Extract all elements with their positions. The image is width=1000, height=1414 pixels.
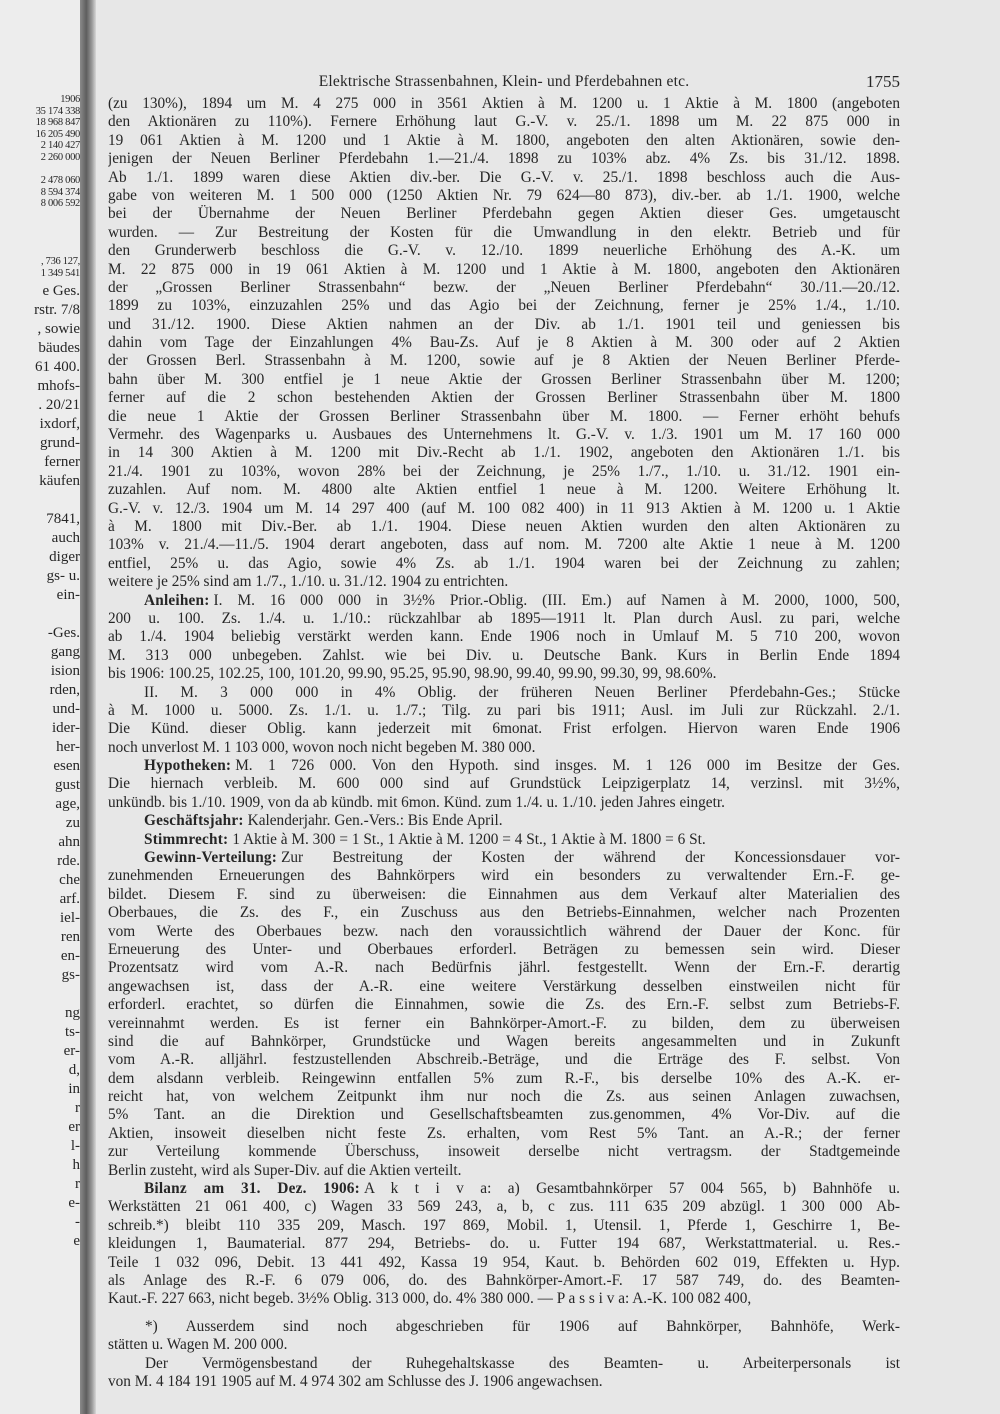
margin-text-fragment: in bbox=[68, 1081, 80, 1097]
text-line bbox=[108, 812, 900, 830]
line-text: dahin vom Tage der Einzahlungen 4% Bau-Zs. Auf je 8 Aktien à M. 300 oder auf 2 Aktien bbox=[108, 334, 900, 352]
line-text: 1 Aktie à M. 300 = 1 St., 1 Aktie à M. 1200 = 4 St., 1 Aktie à M. 1800 = 6 St. bbox=[232, 830, 706, 848]
text-line bbox=[108, 150, 900, 168]
paragraph bbox=[108, 757, 900, 812]
line-text: 21./4. 1901 zu 103%, wovon 28% bei der Zeichnung, je 25% 1./7., 1./10. u. 31./12. 1901 ein- bbox=[108, 462, 900, 480]
section-heading: Geschäftsjahr: bbox=[144, 812, 244, 830]
margin-text-fragment: grund- bbox=[40, 435, 80, 451]
line-text: Teile 1 032 096, Debit. 13 441 492, Kassa 19 954, Kaut. b. Behörden 602 019, Effekten u. Hyp. bbox=[108, 1253, 900, 1271]
line-text: à M. 1000 u. 5000. Zs. 1./1. u. 1./7.; Tilg. zu pari bis 1911; Ausl. im Juli zur Rückzahl. 2./1. bbox=[108, 701, 900, 719]
line-text: kleidungen 1, Baumaterial. 877 294, Betriebs- do. u. Futter 194 687, Werkstattmaterial. u. Res.- bbox=[108, 1235, 900, 1253]
line-text: den Grunderwerb beschloss die G.-V. v. 12./10. 1899 neuerliche Erhöhung des A.-K. um bbox=[108, 242, 900, 260]
text-line bbox=[108, 261, 900, 279]
margin-number-fragment: 1906 bbox=[60, 94, 80, 105]
margin-text-fragment: ts- bbox=[65, 1024, 80, 1040]
margin-text-fragment: rstr. 7/8 bbox=[34, 302, 80, 318]
margin-text-fragment: - bbox=[75, 1214, 80, 1230]
margin-text-fragment: gs- u. bbox=[46, 568, 80, 584]
line-text: 200 u. 100. Zs. 1./4. u. 1./10.: rückzahlbar ab 1895—1911 lt. Plan durch Ausl. zu pari, welche bbox=[108, 609, 900, 627]
text-line bbox=[108, 1070, 900, 1088]
margin-number-fragment: 2 260 000 bbox=[40, 152, 80, 163]
text-line bbox=[108, 1033, 900, 1051]
line-text: Berlin zusteht, wird als Super-Div. auf die Aktien verteilt. bbox=[108, 1161, 462, 1179]
margin-text-fragment: ferner bbox=[44, 454, 80, 470]
text-line bbox=[108, 224, 900, 242]
text-line bbox=[108, 996, 900, 1014]
line-text: gabe von weiteren M. 1 500 000 (1250 Aktien Nr. 79 624—80 873), div.-ber. ab 1./1. 1900, welche bbox=[108, 186, 900, 204]
margin-text-fragment bbox=[0, 605, 80, 623]
line-text: Zur Bestreitung der Kosten der während der Koncessionsdauer vor- bbox=[281, 849, 900, 867]
text-line bbox=[108, 1217, 900, 1235]
margin-number-fragment: 35 174 338 bbox=[35, 105, 80, 117]
text-line bbox=[108, 886, 900, 904]
margin-number-fragment bbox=[0, 245, 80, 257]
line-text: den Aktionären zu 110%). Fernere Erhöhung laut G.-V. v. 25./1. 1898 um M. 22 875 000 in bbox=[108, 113, 900, 131]
text-line bbox=[108, 610, 900, 628]
text-line bbox=[108, 352, 900, 370]
text-line bbox=[108, 720, 900, 738]
margin-text-fragment: er bbox=[68, 1119, 80, 1135]
margin-text-fragment: käufen bbox=[39, 473, 80, 489]
text-line bbox=[108, 132, 900, 150]
text-line bbox=[108, 408, 900, 426]
line-text: angewachsen ist, dass der A.-R. eine weitere Verstärkung desselben einstweilen nicht für bbox=[108, 977, 900, 995]
line-text: wurden. — Zur Bestreitung der Kosten für die Umwandlung in den elektr. Betrieb und für bbox=[108, 223, 900, 241]
margin-text-fragment: auch bbox=[51, 530, 80, 546]
margin-number-fragment bbox=[0, 233, 80, 245]
text-line bbox=[108, 555, 900, 573]
margin-text-fragment: age, bbox=[55, 796, 80, 812]
line-text: der Grossen Berl. Strassenbahn à M. 1200, sowie auf je 8 Aktien der Neuen Berliner Pferde- bbox=[108, 352, 900, 370]
text-line bbox=[108, 500, 900, 518]
text-line bbox=[108, 775, 900, 793]
text-line bbox=[108, 113, 900, 131]
line-text: A k t i v a: a) Gesamtbahnkörper 57 004 565, b) Bahnhöfe u. bbox=[363, 1180, 900, 1198]
margin-text-fragment: l- bbox=[70, 1138, 80, 1154]
line-text: zur Verteilung kommende Überschuss, insoweit derselbe nicht vertragsm. der Stadtgemeinde bbox=[108, 1143, 900, 1161]
text-line bbox=[108, 959, 900, 977]
text-line bbox=[108, 1198, 900, 1216]
text-line bbox=[108, 592, 900, 610]
text-line bbox=[108, 187, 900, 205]
text-line bbox=[108, 1180, 900, 1198]
line-text: Werkstätten 21 061 400, c) Wagen 33 569 243, a, b, c zus. 111 635 209 abzügl. 1 300 000 Ab- bbox=[108, 1198, 900, 1216]
margin-number-fragment: 1 349 541 bbox=[40, 268, 80, 279]
line-text: Die Künd. dieser Oblig. kann jederzeit mit 6monat. Frist erfolgen. Hiervon waren Ende 1906 bbox=[108, 720, 900, 738]
text-line bbox=[108, 1143, 900, 1161]
line-text: 5% Tant. an die Direktion und Gesellschaftsbeamten zus.genommen, 4% Vor-Div. auf die bbox=[108, 1106, 900, 1124]
line-text: M. 22 875 000 in 19 061 Aktien à M. 1200 und 1 Aktie à M. 1800, angeboten den Aktionären bbox=[108, 260, 900, 278]
margin-text-fragment: gang bbox=[50, 644, 80, 660]
margin-number-fragment: 8 594 374 bbox=[40, 186, 80, 198]
text-line bbox=[108, 297, 900, 315]
margin-text-fragment: che bbox=[59, 872, 80, 888]
line-text: bahn über M. 300 entfiel je 1 neue Aktie der Grossen Berliner Strassenbahn über M. 1200; bbox=[108, 370, 900, 388]
line-text: II. M. 3 000 000 in 4% Oblig. der früheren Neuen Berliner Pferdebahn-Ges.; Stücke bbox=[144, 683, 900, 701]
text-line bbox=[108, 334, 900, 352]
margin-text-fragment: gust bbox=[54, 777, 80, 793]
text-line bbox=[108, 205, 900, 223]
margin-text-fragment: , sowie bbox=[37, 321, 80, 337]
margin-text-fragment: e bbox=[73, 1233, 80, 1249]
text-line bbox=[108, 426, 900, 444]
line-text: Erneuerung des Unter- und Oberbaues erforderl. Beträgen zu bemessen sein wird. Dieser bbox=[108, 940, 900, 958]
text-line bbox=[108, 1051, 900, 1069]
line-text: M. 1 726 000. Von den Hypoth. sind insges. M. 1 126 000 im Besitze der Ges. bbox=[235, 757, 900, 775]
text-line bbox=[108, 904, 900, 922]
margin-text-fragment: ein- bbox=[56, 587, 80, 603]
text-line bbox=[108, 1088, 900, 1106]
line-text: ab 1./4. 1904 beliebig verstärkt werden kann. Ende 1906 noch in Umlauf M. 5 710 200, wovon bbox=[108, 628, 900, 646]
footnote-line: von M. 4 184 191 1905 auf M. 4 974 302 am Schlusse des J. 1906 angewachsen. bbox=[108, 1373, 603, 1391]
footnote-line: *) Ausserdem sind noch abgeschrieben für 1906 auf Bahnkörper, Bahnhöfe, Werk- bbox=[145, 1318, 900, 1335]
footnote bbox=[108, 1354, 900, 1392]
paragraph bbox=[108, 1180, 900, 1309]
text-line bbox=[108, 279, 900, 297]
margin-text-fragment: iel- bbox=[60, 910, 80, 926]
line-text: Prozentsatz wird vom A.-R. nach Bedürfnis jährl. festgestellt. Wenn der Ern.-F. derartig bbox=[108, 959, 900, 977]
line-text: 103% v. 21./4.—11./5. 1904 derart angeboten, dass auf nom. M. 7200 alte Aktie 1 neue à M. 1200 bbox=[108, 536, 900, 554]
line-text: Kaut.-F. 227 663, nicht begeb. 3½% Oblig. 313 000, do. 4% 380 000. — P a s s i v a: A.-K. 100 082 400, bbox=[108, 1290, 752, 1308]
margin-text-fragment: arf. bbox=[59, 891, 80, 907]
text-line bbox=[108, 739, 900, 757]
text-line bbox=[108, 647, 900, 665]
section-heading: Bilanz am 31. Dez. 1906: bbox=[144, 1180, 360, 1198]
line-text: bis 1906: 100.25, 102.25, 100, 101.20, 99.90, 95.25, 95.90, 98.90, 99.40, 99.90, 99.30, 99, 98.60%. bbox=[108, 665, 717, 683]
margin-text-fragment: ng bbox=[65, 1005, 80, 1021]
line-text: vom Werte des Oberbaues bezw. nach den voraussichtlich während der Dauer der Konc. für bbox=[108, 922, 900, 940]
footnote-line: stätten u. Wagen M. 200 000. bbox=[108, 1336, 288, 1354]
text-line bbox=[108, 536, 900, 554]
line-text: Aktien, insoweit dieselben nicht feste Zs. erhalten, vom Rest 5% Tant. an A.-R.; der ferner bbox=[108, 1124, 900, 1142]
text-line bbox=[108, 1106, 900, 1124]
margin-text-fragment: ren bbox=[60, 929, 80, 945]
line-text: Kalenderjahr. Gen.-Vers.: Bis Ende April. bbox=[247, 812, 503, 830]
margin-text-fragment: 7841, bbox=[46, 511, 80, 527]
main-text bbox=[108, 95, 900, 1309]
margin-text-fragment: e Ges. bbox=[42, 283, 80, 299]
margin-text-fragment bbox=[0, 985, 80, 1003]
book-binding-shadow bbox=[80, 0, 96, 1414]
line-text: entfiel, 25% u. das Agio, sowie 4% Zs. ab 1./1. 1904 waren bei der Zeichnung zu zahlen; bbox=[108, 554, 900, 572]
line-text: Die hiernach verbleib. M. 600 000 sind auf Grundstück Leipzigerplatz 14, verzinsl. mit 3½%, bbox=[108, 775, 900, 793]
running-title: Elektrische Strassenbahnen, Klein- und Pferdebahnen etc. bbox=[318, 73, 690, 90]
line-text: ferner auf die 2 schon bestehenden Aktien der Grossen Berliner Strassenbahn über M. 1800 bbox=[108, 389, 900, 407]
line-text: vereinnahmt werden. Es ist ferner ein Bahnkörper-Amort.-F. zu bilden, dem zu überweisen bbox=[108, 1014, 900, 1032]
margin-text-fragment: rde. bbox=[57, 853, 80, 869]
margin-text-fragment: . 20/21 bbox=[38, 397, 80, 413]
margin-text-fragment: r bbox=[75, 1100, 80, 1116]
line-text: sind die auf Bahnkörper, Grundstücke und Wagen bereits angesammelten und in Zukunft bbox=[108, 1032, 900, 1050]
section-heading: Hypotheken: bbox=[144, 757, 232, 775]
text-line bbox=[108, 849, 900, 867]
margin-number-fragment: 2 140 427 bbox=[40, 140, 80, 152]
margin-text-fragment: ahn bbox=[58, 834, 80, 850]
margin-text-fragment: und- bbox=[52, 701, 80, 717]
text-line bbox=[108, 665, 900, 683]
text-line bbox=[108, 923, 900, 941]
text-line bbox=[108, 1235, 900, 1253]
text-line bbox=[108, 1272, 900, 1290]
line-text: à M. 1800 mit Div.-Ber. ab 1./1. 1904. Diese neuen Aktien wurden den alten Aktionären zu bbox=[108, 517, 900, 535]
text-line bbox=[108, 1162, 900, 1180]
line-text: Ab 1./1. 1899 waren diese Aktien div.-ber. Die G.-V. v. 25./1. 1898 beschloss auch die Aus- bbox=[108, 168, 900, 186]
line-text: reicht hat, von welchem Zeitpunkt ihm nur noch die Zs. aus seinen Anlagen zuwachsen, bbox=[108, 1088, 900, 1106]
margin-text-fragment: esen bbox=[53, 758, 80, 774]
margin-text-fragment: bäudes bbox=[38, 340, 80, 356]
line-text: unkündb. bis 1./10. 1909, von da ab kündb. mit 6mon. Künd. zum 1./4. u. 1./10. jeden Jahres eingetr. bbox=[108, 793, 725, 811]
text-line bbox=[108, 444, 900, 462]
margin-number-fragment bbox=[0, 164, 80, 176]
line-text: jenigen der Neuen Berliner Pferdebahn 1.—21./4. 1898 zu 103% abz. 4% Zs. bis 31./12. 1898. bbox=[108, 150, 900, 168]
margin-text-fragment: zu bbox=[65, 815, 80, 831]
footnotes bbox=[108, 1318, 900, 1392]
paragraph bbox=[108, 812, 900, 830]
line-text: die neue 1 Aktie der Grossen Berliner Strassenbahn über M. 1800. — Ferner erhöht behufs bbox=[108, 407, 900, 425]
text-line bbox=[108, 1290, 900, 1308]
text-line bbox=[108, 941, 900, 959]
text-line bbox=[108, 573, 900, 591]
margin-text-fragment: en- bbox=[60, 948, 80, 964]
text-line bbox=[108, 831, 900, 849]
margin-text-fragment: mhofs- bbox=[37, 378, 80, 394]
text-line bbox=[108, 867, 900, 885]
text-line bbox=[108, 1254, 900, 1272]
text-line bbox=[108, 169, 900, 187]
margin-number-fragment: , 736 127, bbox=[40, 256, 80, 268]
text-line bbox=[108, 684, 900, 702]
margin-text-fragment: er- bbox=[63, 1043, 80, 1059]
text-line bbox=[108, 1125, 900, 1143]
section-heading: Gewinn-Verteilung: bbox=[144, 849, 278, 867]
margin-text-fragment: rden, bbox=[49, 682, 80, 698]
line-text: zuzahlen. Auf nom. M. 4800 alte Aktien entfiel 1 neue à M. 1200. Weitere Erhöhung lt. bbox=[108, 481, 900, 499]
paragraph bbox=[108, 592, 900, 684]
margin-text-fragment: e- bbox=[68, 1195, 80, 1211]
paragraph bbox=[108, 831, 900, 849]
margin-text-fragment: 61 400. bbox=[35, 359, 80, 375]
margin-text-fragment: -Ges. bbox=[47, 625, 80, 641]
text-line bbox=[108, 702, 900, 720]
margin-number-fragment: 18 968 847 bbox=[35, 117, 80, 129]
line-text: schreib.*) bleibt 110 335 209, Masch. 197 869, Mobil. 1, Utensil. 1, Pferde 1, Geschirre 1, Be- bbox=[108, 1216, 900, 1234]
text-line bbox=[108, 794, 900, 812]
page-header bbox=[108, 72, 900, 92]
margin-text-fragment: ider- bbox=[51, 720, 80, 736]
margin-text-fragment: d, bbox=[68, 1062, 80, 1078]
line-text: 1899 zu 103%, einzuzahlen 25% und das Agio bei der Zeichnung, ferner je 25% 1./4., 1./10. bbox=[108, 297, 900, 315]
line-text: erforderl. erachtet, so dürfen die Einnahmen, sowie die Zs. des Ern.-F. selbst zum Betriebs-F. bbox=[108, 996, 900, 1014]
line-text: Oberbaues, die Zs. des F., ein Zuschuss aus den Betriebs-Einnahmen, welcher nach Prozenten bbox=[108, 904, 900, 922]
text-line bbox=[108, 95, 900, 113]
text-line bbox=[108, 389, 900, 407]
text-line bbox=[108, 1015, 900, 1033]
margin-text-fragment: r bbox=[75, 1176, 80, 1192]
line-text: in 14 300 Aktien à M. 1200 mit Div.-Recht ab 1./1. 1902, angeboten den Aktionären 1./1. bis bbox=[108, 444, 900, 462]
margin-text-fragment: her- bbox=[56, 739, 80, 755]
line-text: dem alsdann verbleib. Reingewinn entfallen 5% zum R.-F., bis derselbe 10% des A.-K. er- bbox=[108, 1069, 900, 1087]
paragraph bbox=[108, 95, 900, 592]
margin-number-fragment bbox=[0, 222, 80, 234]
margin-number-fragment: 2 478 060 bbox=[40, 175, 80, 187]
line-text: vom A.-R. alljährl. festzustellenden Abschreib.-Beträge, und die Erträge des F. selbst. Von bbox=[108, 1051, 900, 1069]
paragraph bbox=[108, 684, 900, 758]
line-text: M. 313 000 unbegeben. Zahlst. wie bei Div. u. Deutsche Bank. Kurs in Berlin Ende 1894 bbox=[108, 646, 900, 664]
text-line bbox=[108, 628, 900, 646]
margin-text-fragment: h bbox=[72, 1157, 80, 1173]
text-line bbox=[108, 371, 900, 389]
line-text: und 31./12. 1900. Diese Aktien nahmen an der Div. ab 1./1. 1901 teil und geniessen bis bbox=[108, 315, 900, 333]
line-text: Vermehr. des Wagenparks u. Ausbaues des Unternehmens lt. G.-V. v. 1./3. 1901 um M. 17 160 000 bbox=[108, 426, 900, 444]
text-line bbox=[108, 757, 900, 775]
text-line bbox=[108, 518, 900, 536]
line-text: zunehmenden Erneuerungen des Bahnkörpers wird ein besonders zu verwaltender Ern.-F. ge- bbox=[108, 867, 900, 885]
text-line bbox=[108, 978, 900, 996]
line-text: I. M. 16 000 000 in 3½% Prior.-Oblig. (III. Em.) auf Namen à M. 2000, 1000, 500, bbox=[213, 591, 900, 609]
text-line bbox=[108, 481, 900, 499]
line-text: 19 061 Aktien à M. 1200 und 1 Aktie à M. 1800, angeboten den alten Aktionären, sowie den- bbox=[108, 131, 900, 149]
line-text: weitere je 25% sind am 1./7., 1./10. u. 31./12. 1904 zu entrichten. bbox=[108, 573, 509, 591]
footnote bbox=[108, 1318, 900, 1355]
margin-text-fragment: ixdorf, bbox=[39, 416, 80, 432]
margin-text-fragment: gs- bbox=[61, 967, 80, 983]
line-text: (zu 130%), 1894 um M. 4 275 000 in 3561 Aktien à M. 1200 u. 1 Aktie à M. 1800 (angeboten bbox=[108, 95, 900, 112]
margin-text-fragment: diger bbox=[49, 549, 80, 565]
margin-text-fragment bbox=[0, 491, 80, 509]
text-line bbox=[108, 463, 900, 481]
line-text: noch unverlost M. 1 103 000, wovon noch nicht begeben M. 380 000. bbox=[108, 738, 536, 756]
section-heading: Anleihen: bbox=[144, 591, 210, 609]
margin-text-fragment: ision bbox=[50, 663, 80, 679]
line-text: bildet. Diesem F. sind zu überweisen: die Einnahmen aus dem Verkauf alter Materialien des bbox=[108, 885, 900, 903]
section-heading: Stimmrecht: bbox=[144, 830, 229, 848]
margin-number-fragment bbox=[0, 210, 80, 222]
margin-number-fragment: 8 006 592 bbox=[40, 198, 80, 210]
page-number: 1755 bbox=[866, 72, 900, 91]
footnote-line: Der Vermögensbestand der Ruhegehaltskasse des Beamten- u. Arbeiterpersonals ist bbox=[145, 1354, 900, 1372]
line-text: als Anlage des R.-F. 6 079 006, do. des Bahnkörper-Amort.-F. 17 587 749, do. des Beamten- bbox=[108, 1272, 900, 1289]
line-text: G.-V. v. 12./3. 1904 um M. 14 297 400 (auf M. 100 082 400) in 11 913 Aktien à M. 1200 u. 1 Aktie bbox=[108, 499, 900, 517]
previous-page-margin bbox=[0, 0, 80, 1414]
text-line bbox=[108, 242, 900, 260]
paragraph bbox=[108, 849, 900, 1180]
text-line bbox=[108, 316, 900, 334]
line-text: der „Grossen Berliner Strassenbahn“ bezw. der „Neuen Berliner Pferdebahn“ 30./11.—20./12. bbox=[108, 278, 900, 296]
margin-number-fragment: 16 205 490 bbox=[35, 128, 80, 140]
line-text: bei der Übernahme der Neuen Berliner Pferdebahn gegen Aktien dieser Ges. umgetauscht bbox=[108, 205, 900, 223]
